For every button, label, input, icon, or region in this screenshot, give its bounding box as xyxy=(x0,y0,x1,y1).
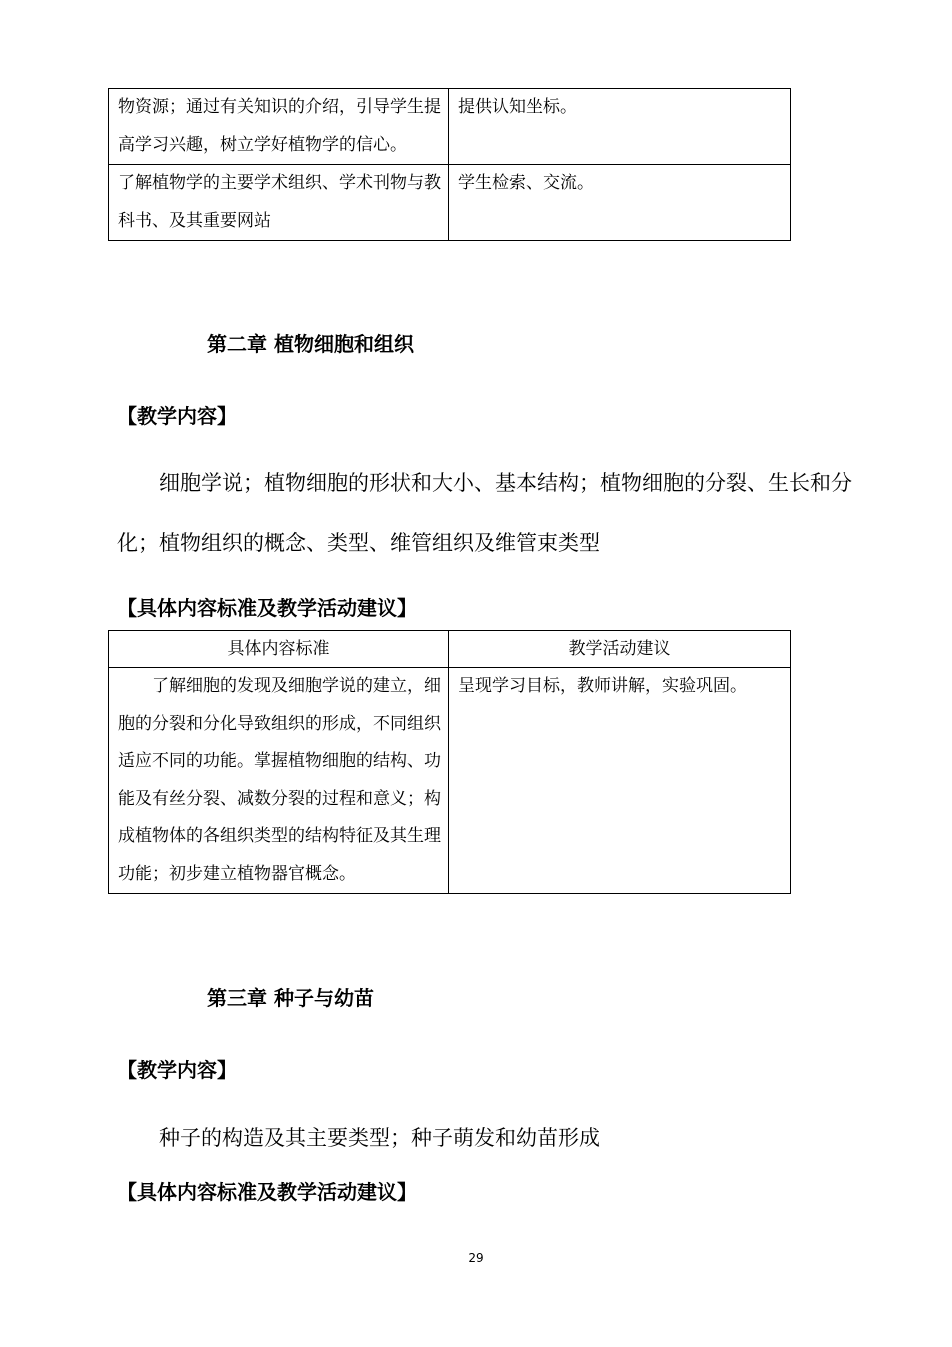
column-header: 具体内容标准 xyxy=(109,631,449,668)
chapter-3-content-text: 种子的构造及其主要类型；种子萌发和幼苗形成 xyxy=(159,1126,600,1150)
chapter-3-content-heading: 【教学内容】 xyxy=(117,1058,237,1082)
table-cell: 了解细胞的发现及细胞学说的建立，细胞的分裂和分化导致组织的形成，不同组织适应不同的功能。掌握植物细胞的结构、功能及有丝分裂、减数分裂的过程和意义；构成植物体的各组织类型的结构特征及其生理功能；初步建立植物器官概念。 xyxy=(109,668,449,894)
table-cell: 呈现学习目标，教师讲解，实验巩固。 xyxy=(449,668,791,894)
chapter-2-content-heading: 【教学内容】 xyxy=(117,404,237,428)
table-cell: 提供认知坐标。 xyxy=(449,89,791,165)
chapter-2-standards-heading: 【具体内容标准及教学活动建议】 xyxy=(117,596,417,620)
chapter-3-standards-heading: 【具体内容标准及教学活动建议】 xyxy=(117,1180,417,1204)
column-header: 教学活动建议 xyxy=(449,631,791,668)
table-row xyxy=(109,165,791,241)
table-row xyxy=(109,89,791,165)
continuation-table xyxy=(108,88,791,241)
page-number: 29 xyxy=(468,1251,484,1265)
table-row xyxy=(109,668,791,894)
chapter-2-standards-table xyxy=(108,630,791,894)
chapter-2-content-text: 细胞学说；植物细胞的形状和大小、基本结构；植物细胞的分裂、生长和分化；植物组织的概念、类型、维管组织及维管束类型 xyxy=(117,471,852,555)
table-cell: 了解植物学的主要学术组织、学术刊物与教科书、及其重要网站 xyxy=(109,165,449,241)
table-cell: 学生检索、交流。 xyxy=(449,165,791,241)
table-header-row xyxy=(109,631,791,668)
table-cell: 物资源；通过有关知识的介绍，引导学生提高学习兴趣，树立学好植物学的信心。 xyxy=(109,89,449,165)
chapter-3-title: 第三章 种子与幼苗 xyxy=(207,986,374,1010)
chapter-2-title: 第二章 植物细胞和组织 xyxy=(207,332,414,356)
